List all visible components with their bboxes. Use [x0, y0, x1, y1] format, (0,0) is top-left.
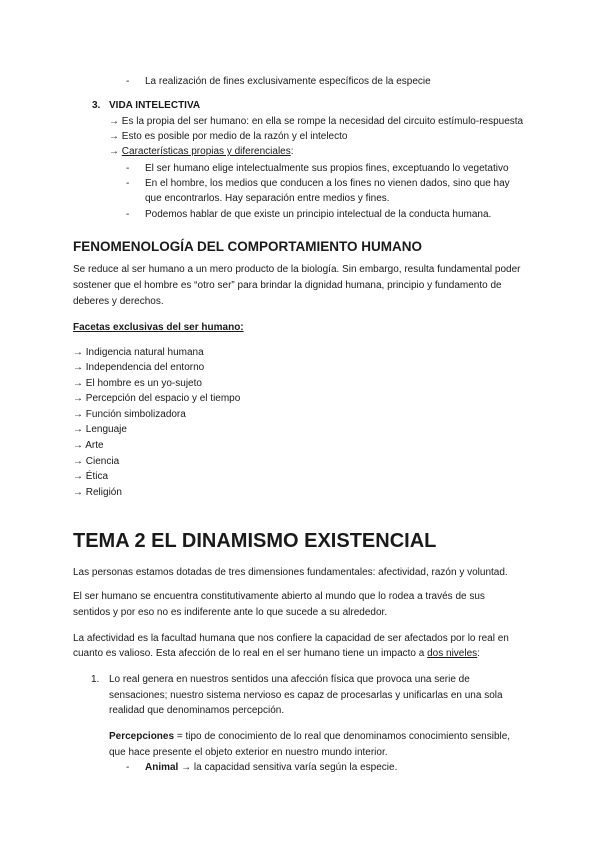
paragraph-line: La afectividad es la facultad humana que nos confiere la capacidad de ser afectados por lo real en [73, 633, 509, 644]
faceta-item: → Independencia del entorno [73, 362, 205, 373]
list-item: Podemos hablar de que existe un principio intelectual de la conducta humana. [145, 209, 492, 220]
faceta-item: → Función simbolizadora [73, 409, 186, 420]
section-title: VIDA INTELECTIVA [109, 100, 201, 111]
arrow-line: → Es la propia del ser humano: en ella se rompe la necesidad del circuito estímulo-respuesta [109, 116, 524, 127]
percepciones-line [109, 730, 510, 744]
percepciones-continuation: que hace presente el objeto exterior en nuestro mundo interior. [109, 747, 388, 758]
arrow-line: → Esto es posible por medio de la razón y el intelecto [109, 131, 348, 142]
bullet-dash: - [126, 76, 130, 87]
chapter-title: TEMA 2 EL DINAMISMO EXISTENCIAL [73, 530, 437, 552]
faceta-item: → Ciencia [73, 456, 120, 467]
faceta-item: → Religión [73, 487, 122, 498]
paragraph-line: deberes y derechos. [73, 296, 164, 307]
bullet-dash: - [126, 209, 130, 220]
paragraph-line: El ser humano se encuentra constitutivamente abierto al mundo que lo rodea a través de sus [73, 591, 485, 602]
faceta-item: → Lenguaje [73, 424, 127, 435]
percepciones-label: Percepciones [109, 731, 175, 742]
paragraph-line: sostener que el hombre es “otro ser” para brindar la dignidad humana, principio y fundamento de [73, 280, 502, 291]
colon: : [290, 146, 294, 157]
list-item: La realización de fines exclusivamente específicos de la especie [145, 76, 431, 87]
faceta-item: → Indigencia natural humana [73, 347, 204, 358]
text-run: cuanto es valioso. Esta afección de lo real en el ser humano tiene un impacto a [73, 648, 428, 659]
list-item: El ser humano elige intelectualmente sus propios fines, exceptuando lo vegetativo [145, 163, 509, 174]
arrow-line-characteristics [109, 145, 294, 159]
list-item-continuation: realidad que denominamos percepción. [109, 705, 285, 716]
text-run: → la capacidad sensitiva varía según la especie. [178, 762, 398, 773]
faceta-item: → Percepción del espacio y el tiempo [73, 393, 241, 404]
faceta-item: → Arte [73, 440, 104, 451]
paragraph-line: sentidos y por eso no es indiferente ante lo que sucede a su alrededor. [73, 607, 388, 618]
facetas-title: Facetas exclusivas del ser humano: [73, 322, 244, 333]
list-item: En el hombre, los medios que conducen a los fines no vienen dados, sino que hay [145, 178, 510, 189]
paragraph-line [73, 647, 480, 661]
section-heading: FENOMENOLOGÍA DEL COMPORTAMIENTO HUMANO [73, 239, 422, 254]
list-item: Lo real genera en nuestros sentidos una afección física que provoca una serie de [109, 674, 470, 685]
characteristics-label: Características propias y diferenciales [121, 146, 291, 157]
list-item-continuation: que encontrarlos. Hay separación entre medios y fines. [145, 193, 390, 204]
list-item-continuation: sensaciones; nuestro sistema nervioso es capaz de procesarlas y unificarlas en una sola [109, 690, 503, 701]
bullet-dash: - [126, 163, 130, 174]
section-number: 3. [92, 100, 101, 111]
faceta-item: → El hombre es un yo-sujeto [73, 378, 202, 389]
text-run: = tipo de conocimiento de lo real que denominamos conocimiento sensible, [174, 731, 511, 742]
animal-label: Animal [145, 762, 179, 773]
faceta-item: → Ética [73, 471, 109, 482]
paragraph-line: Se reduce al ser humano a un mero producto de la biología. Sin embargo, resulta fundamental poder [73, 264, 521, 275]
bullet-dash: - [126, 762, 130, 773]
dos-niveles-underlined: dos niveles [427, 648, 478, 659]
animal-line [145, 761, 397, 775]
list-number: 1. [91, 674, 100, 685]
text-run: : [477, 648, 480, 659]
arrow-glyph: → [109, 146, 122, 157]
paragraph-line: Las personas estamos dotadas de tres dimensiones fundamentales: afectividad, razón y voluntad. [73, 567, 508, 578]
bullet-dash: - [126, 178, 130, 189]
